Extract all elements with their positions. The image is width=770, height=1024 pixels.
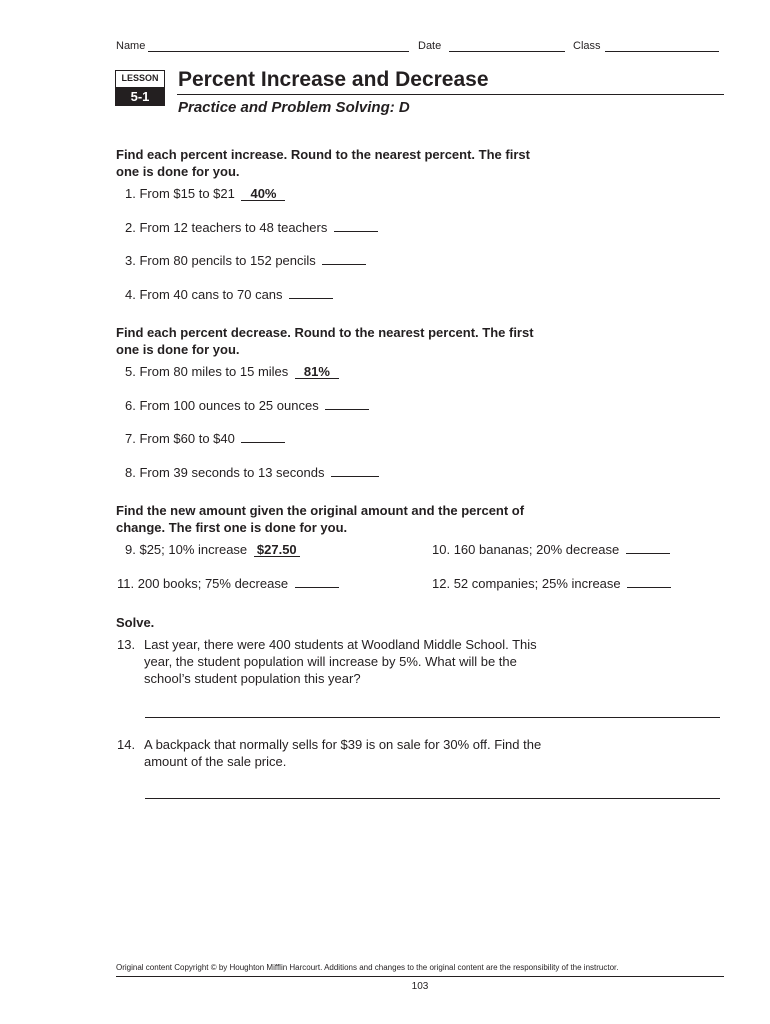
problem-text: 52 companies; 25% increase (453, 576, 621, 591)
section2-instruction-line2: one is done for you. (116, 342, 240, 357)
answer-field[interactable]: $27.50 (254, 543, 300, 557)
problem-13-text (144, 636, 537, 687)
class-field[interactable] (605, 51, 719, 52)
problem-13-line2: year, the student population will increase by 5%. What will be the (144, 654, 517, 669)
problem-8 (125, 465, 379, 480)
page-subtitle: Practice and Problem Solving: D (178, 99, 410, 116)
problem-14-answer-line[interactable] (145, 798, 720, 799)
answer-field[interactable]: 81% (295, 365, 339, 379)
page-title: Percent Increase and Decrease (178, 68, 489, 91)
problem-text: From 12 teachers to 48 teachers (139, 220, 328, 235)
footer-divider (116, 976, 724, 977)
answer-field[interactable] (241, 432, 285, 443)
section1-instruction-line1: Find each percent increase. Round to the nearest percent. The first (116, 147, 530, 162)
section2-instruction-line1: Find each percent decrease. Round to the nearest percent. The first (116, 325, 534, 340)
problem-11 (117, 576, 339, 591)
problem-14-number: 14. (117, 737, 136, 752)
problem-4 (125, 287, 333, 302)
problem-number: 3. (125, 253, 136, 268)
copyright-notice: Original content Copyright © by Houghton Mifflin Harcourt. Additions and changes to the original content are the responsibility of the instructor. (116, 963, 619, 972)
lesson-number: 5-1 (115, 87, 165, 106)
problem-3 (125, 253, 366, 268)
problem-text: From $15 to $21 (139, 186, 235, 201)
problem-12 (432, 576, 671, 591)
name-field[interactable] (148, 51, 409, 52)
problem-number: 7. (125, 431, 136, 446)
date-field[interactable] (449, 51, 565, 52)
problem-13-answer-line[interactable] (145, 717, 720, 718)
problem-number: 4. (125, 287, 136, 302)
problem-number: 6. (125, 398, 136, 413)
date-label: Date (418, 40, 442, 52)
section2-instruction (116, 324, 534, 358)
problem-number: 12. (432, 576, 451, 591)
problem-number: 10. (432, 542, 451, 557)
answer-field[interactable] (295, 577, 339, 588)
section3-instruction-line2: change. The first one is done for you. (116, 520, 348, 535)
answer-field[interactable] (289, 288, 333, 299)
answer-field[interactable] (334, 221, 378, 232)
name-label: Name (116, 40, 146, 52)
problem-text: From 80 miles to 15 miles (139, 364, 289, 379)
problem-number: 11. (117, 576, 135, 591)
section3-instruction-line1: Find the new amount given the original amount and the percent of (116, 503, 525, 518)
problem-text: From 39 seconds to 13 seconds (139, 465, 325, 480)
section1-instruction (116, 146, 530, 180)
problem-1 (125, 186, 285, 201)
problem-number: 8. (125, 465, 136, 480)
lesson-badge (115, 70, 165, 106)
problem-text: From 80 pencils to 152 pencils (139, 253, 316, 268)
section3-instruction (116, 502, 524, 536)
problem-14-line1: A backpack that normally sells for $39 is on sale for 30% off. Find the (144, 737, 542, 752)
problem-text: $25; 10% increase (139, 542, 248, 557)
problem-number: 9. (125, 542, 136, 557)
class-label: Class (573, 40, 601, 52)
answer-field[interactable] (325, 399, 369, 410)
problem-7 (125, 431, 285, 446)
problem-14-text (144, 736, 541, 770)
problem-10 (432, 542, 670, 557)
problem-13-line3: school’s student population this year? (144, 671, 361, 686)
answer-field[interactable] (322, 254, 366, 265)
problem-2 (125, 220, 378, 235)
problem-14-line2: amount of the sale price. (144, 754, 287, 769)
solve-heading: Solve. (116, 615, 155, 630)
lesson-word: LESSON (121, 73, 159, 83)
problem-9 (125, 542, 300, 557)
problem-number: 2. (125, 220, 136, 235)
problem-text: From $60 to $40 (139, 431, 235, 446)
answer-field[interactable] (627, 577, 671, 588)
answer-field[interactable] (626, 543, 670, 554)
problem-text: 200 books; 75% decrease (137, 576, 289, 591)
section1-instruction-line2: one is done for you. (116, 164, 240, 179)
answer-field[interactable] (331, 466, 379, 477)
problem-text: From 100 ounces to 25 ounces (139, 398, 319, 413)
problem-text: From 40 cans to 70 cans (139, 287, 283, 302)
problem-number: 5. (125, 364, 136, 379)
problem-13-number: 13. (117, 637, 136, 652)
problem-number: 1. (125, 186, 136, 201)
problem-13-line1: Last year, there were 400 students at Woodland Middle School. This (144, 637, 537, 652)
answer-field[interactable]: 40% (241, 187, 285, 201)
problem-text: 160 bananas; 20% decrease (453, 542, 620, 557)
page-number: 103 (411, 981, 429, 992)
problem-5 (125, 364, 339, 379)
title-divider (177, 94, 724, 95)
problem-6 (125, 398, 369, 413)
